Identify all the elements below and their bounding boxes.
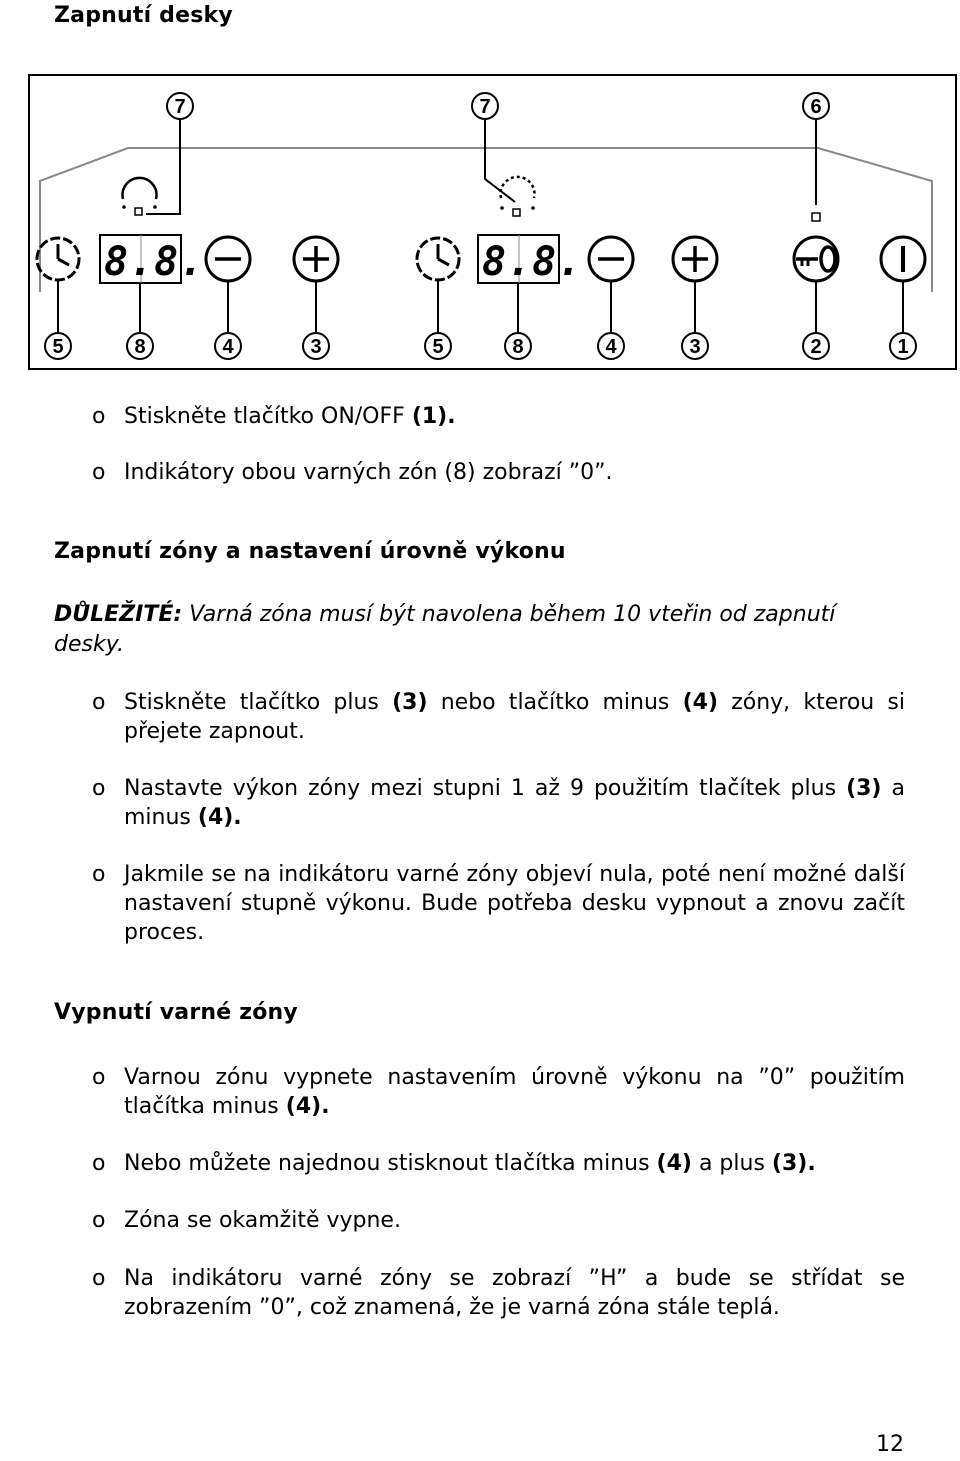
list-item-ref: (4)	[656, 1151, 692, 1176]
list-item	[124, 1206, 905, 1235]
callout-6-label: 6	[810, 96, 822, 118]
list-item-ref: (4)	[682, 690, 718, 715]
bullet-marker: o	[92, 1065, 106, 1090]
list-item-text: a plus	[691, 1151, 772, 1176]
bullet-marker: o	[92, 1208, 106, 1233]
list-item-text: zóny, kterou si přejete zapnout.	[124, 690, 905, 744]
callout-5-left-label: 5	[52, 336, 64, 358]
display-left-digits: 8.8.	[104, 239, 205, 285]
callout-4-right-label: 4	[605, 336, 617, 358]
important-line2: desky.	[54, 632, 125, 657]
page-number: 12	[876, 1432, 904, 1457]
callout-1-label: 1	[897, 336, 909, 358]
display-right	[478, 235, 582, 285]
callout-6	[803, 93, 829, 119]
display-right-digits: 8.8.	[482, 239, 583, 285]
list-item-ref: (3)	[846, 776, 882, 801]
callout-8-left-label: 8	[134, 336, 146, 358]
list-item-text: Nebo můžete najednou stisknout tlačítka minus	[124, 1151, 657, 1176]
bullet-marker: o	[92, 776, 106, 801]
list-item	[124, 402, 905, 431]
list-item-text: Zóna se okamžitě vypne.	[124, 1208, 401, 1233]
control-panel-diagram	[28, 74, 958, 371]
list-item-ref: (4).	[285, 1094, 330, 1119]
bullet-marker: o	[92, 404, 106, 429]
list-item-text: a minus	[124, 776, 905, 830]
callout-8-right-label: 8	[512, 336, 524, 358]
callout-7-left-label: 7	[174, 96, 186, 118]
heading-zapnuti-desky: Zapnutí desky	[54, 3, 233, 28]
list-item	[124, 458, 905, 487]
bullet-marker: o	[92, 690, 106, 715]
bullet-marker: o	[92, 862, 106, 887]
list-item-text: Jakmile se na indikátoru varné zóny objeví nula, poté není možné další nastavení stupně výkonu. Bude potřeba desku vypnout a znovu začít proces.	[124, 862, 905, 945]
list-item-text: Stiskněte tlačítko ON/OFF	[124, 404, 412, 429]
callout-7-right-label: 7	[479, 96, 491, 118]
list-item	[124, 774, 905, 832]
list-item-ref: (1).	[411, 404, 456, 429]
callout-3-right-label: 3	[689, 336, 701, 358]
important-label: DŮLEŽITÉ:	[54, 602, 183, 627]
important-line1: Varná zóna musí být navolena během 10 vteřin od zapnutí	[182, 602, 836, 627]
list-item-text: Na indikátoru varné zóny se zobrazí ”H” a bude se střídat se zobrazením ”0”, což znamená, že je varná zóna stále teplá.	[124, 1266, 905, 1320]
list-item-ref: (4).	[197, 805, 242, 830]
bullet-marker: o	[92, 460, 106, 485]
list-item	[124, 1264, 905, 1322]
list-item	[124, 860, 905, 947]
callout-7-left	[167, 93, 193, 119]
list-item-ref: (3).	[771, 1151, 816, 1176]
callout-4-left-label: 4	[222, 336, 234, 358]
callout-3-left-label: 3	[310, 336, 322, 358]
list-item-ref: (3)	[392, 690, 428, 715]
list-item	[124, 1063, 905, 1121]
list-item-text: Stiskněte tlačítko plus	[124, 690, 393, 715]
important-note	[54, 600, 835, 630]
list-item-text: Varnou zónu vypnete nastavením úrovně výkonu na ”0” použitím tlačítka minus	[124, 1065, 905, 1119]
heading-zapnuti-zony: Zapnutí zóny a nastavení úrovně výkonu	[54, 539, 566, 564]
list-item-text: Nastavte výkon zóny mezi stupni 1 až 9 použitím tlačítek plus	[124, 776, 847, 801]
bullet-marker: o	[92, 1151, 106, 1176]
bullet-marker: o	[92, 1266, 106, 1291]
heading-vypnuti-zony: Vypnutí varné zóny	[54, 1000, 298, 1025]
callout-7-right	[472, 93, 498, 119]
callout-5-right-label: 5	[432, 336, 444, 358]
callout-2-label: 2	[810, 336, 822, 358]
display-left	[100, 235, 204, 285]
list-item	[124, 1149, 905, 1178]
list-item-text: Indikátory obou varných zón (8) zobrazí ”0”.	[124, 460, 613, 485]
list-item-text: nebo tlačítko minus	[427, 690, 683, 715]
list-item	[124, 688, 905, 746]
